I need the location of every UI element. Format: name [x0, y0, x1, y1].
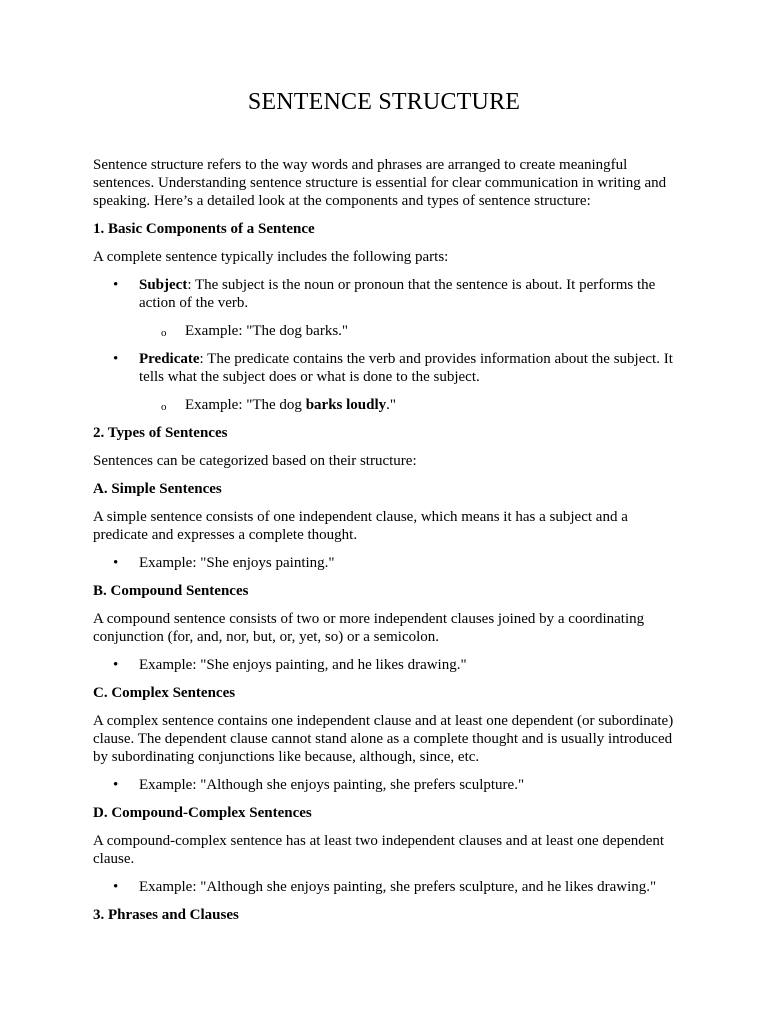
- page-title: SENTENCE STRUCTURE: [247, 89, 521, 115]
- predicate-example-end: .": [386, 397, 397, 413]
- predicate-example-start: Example: "The dog: [185, 397, 306, 413]
- list-item-compound-complex-example: [93, 878, 675, 896]
- list-item-simple-example: [93, 554, 675, 572]
- intro-paragraph: Sentence structure refers to the way words and phrases are arranged to create meaningful sentences. Understanding sentence structure is essential for clear communication in writing and speaking. Here’s a detailed look at the components and types of sentence structure:: [93, 157, 667, 209]
- bullet-icon: •: [113, 777, 119, 793]
- subject-example: Example: "The dog barks.": [185, 323, 349, 339]
- bullet-icon: •: [113, 879, 119, 895]
- circle-bullet-icon: o: [161, 401, 167, 413]
- list-item-complex-example: [93, 776, 675, 794]
- section-heading-types: 2. Types of Sentences: [93, 425, 228, 441]
- bullet-icon: •: [113, 351, 119, 367]
- components-lead: A complete sentence typically includes the following parts:: [93, 249, 449, 265]
- bullet-icon: •: [113, 657, 119, 673]
- subject-definition: : The subject is the noun or pronoun that the sentence is about. It performs the action of the verb.: [139, 277, 656, 311]
- compound-complex-paragraph: A compound-complex sentence has at least two independent clauses and at least one dependent clause.: [93, 833, 665, 867]
- sub-list-item-subject-example: [93, 322, 675, 340]
- section-heading-phrases: 3. Phrases and Clauses: [93, 907, 239, 923]
- complex-paragraph: A complex sentence contains one independent clause and at least one dependent (or subordinate) clause. The dependent clause cannot stand alone as a complete thought and is usually introduced by subordinating conjunctions like because, although, since, etc.: [93, 713, 674, 765]
- simple-paragraph: A simple sentence consists of one independent clause, which means it has a subject and a predicate and expresses a complete thought.: [93, 509, 628, 543]
- simple-example: Example: "She enjoys painting.": [139, 555, 335, 571]
- section-heading-components: 1. Basic Components of a Sentence: [93, 221, 315, 237]
- bullet-icon: •: [113, 555, 119, 571]
- subheading-simple: A. Simple Sentences: [93, 481, 222, 497]
- complex-example: Example: "Although she enjoys painting, she prefers sculpture.": [139, 777, 525, 793]
- subheading-compound-complex: D. Compound-Complex Sentences: [93, 805, 312, 821]
- list-item-predicate: [93, 350, 675, 386]
- compound-example: Example: "She enjoys painting, and he likes drawing.": [139, 657, 467, 673]
- types-lead: Sentences can be categorized based on their structure:: [93, 453, 417, 469]
- list-item-compound-example: [93, 656, 675, 674]
- compound-paragraph: A compound sentence consists of two or more independent clauses joined by a coordinating conjunction (for, and, nor, but, or, yet, so) or a semicolon.: [93, 611, 645, 645]
- subheading-compound: B. Compound Sentences: [93, 583, 249, 599]
- predicate-example-emphasis: barks loudly: [305, 397, 387, 413]
- sub-list-item-predicate-example: [93, 396, 675, 414]
- subject-term: Subject: [139, 277, 188, 293]
- predicate-term: Predicate: [139, 351, 200, 367]
- compound-complex-example: Example: "Although she enjoys painting, she prefers sculpture, and he likes drawing.": [139, 879, 657, 895]
- subheading-complex: C. Complex Sentences: [93, 685, 236, 701]
- circle-bullet-icon: o: [161, 327, 167, 339]
- bullet-icon: •: [113, 277, 119, 293]
- list-item-subject: [93, 276, 675, 312]
- predicate-definition: : The predicate contains the verb and provides information about the subject. It tells what the subject does or what is done to the subject.: [139, 351, 673, 385]
